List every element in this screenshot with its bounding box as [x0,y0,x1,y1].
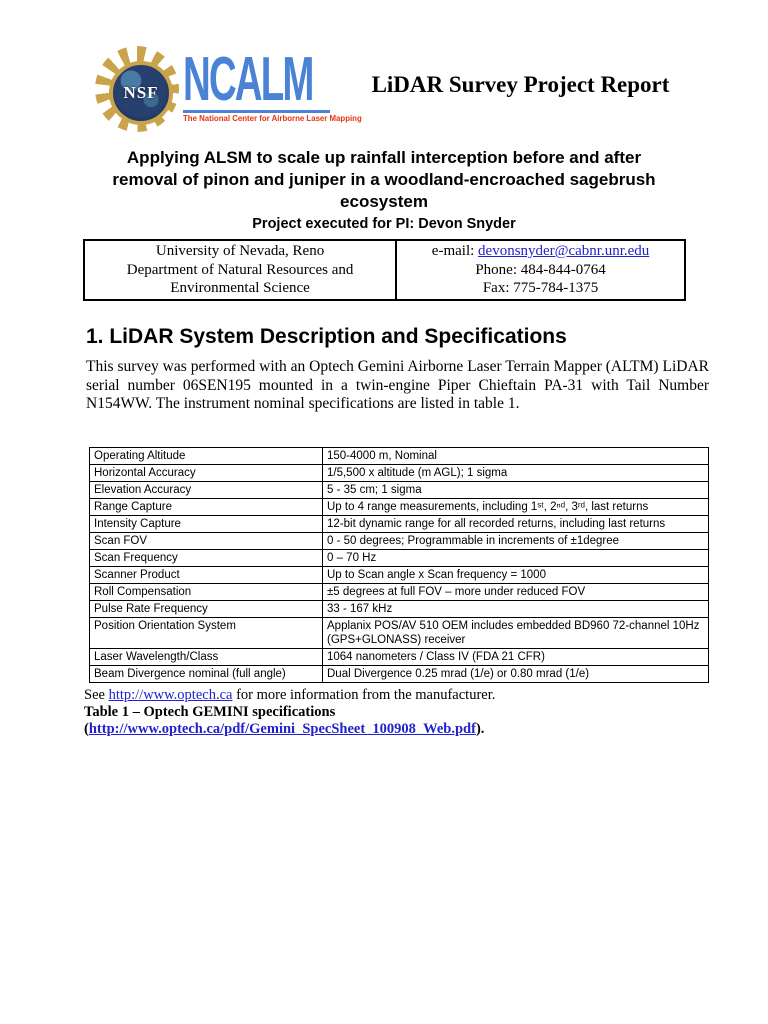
spec-row [90,482,709,499]
spec-row [90,618,709,649]
nsf-seal-text: NSF [123,83,159,102]
spec-row [90,601,709,618]
email-label: e-mail: [431,243,479,259]
table-caption-block [84,687,708,738]
spec-value: 150-4000 m, Nominal [323,448,709,465]
ncalm-tagline: The National Center for Airborne Laser Mapping [183,110,330,123]
project-headline-block [100,147,668,234]
email-link[interactable]: devonsnyder@cabnr.unr.edu [478,243,650,259]
spec-value: Up to Scan angle x Scan frequency = 1000 [323,567,709,584]
spec-label: Position Orientation System [90,618,323,649]
spec-row [90,649,709,666]
spec-row [90,584,709,601]
spec-row [90,516,709,533]
contact-table [83,239,686,301]
spec-row [90,567,709,584]
spec-value: ±5 degrees at full FOV – more under reduced FOV [323,584,709,601]
spec-row [90,465,709,482]
contact-row [84,240,685,300]
nsf-logo-icon [95,46,179,132]
intro-paragraph: This survey was performed with an Optech Gemini Airborne Laser Terrain Mapper (ALTM) LiDAR serial number 06SEN195 mounted in a twin-engine Piper Chieftain PA-31 with Tail Number N154WW. The instrument nominal specifications are listed in table 1. [86,358,709,412]
spec-label: Scan Frequency [90,550,323,567]
email-line [401,242,680,261]
ncalm-logo [95,45,362,132]
spec-label: Operating Altitude [90,448,323,465]
paren-close: ). [475,721,485,737]
spec-label: Scan FOV [90,533,323,550]
spec-label: Elevation Accuracy [90,482,323,499]
project-title: Applying ALSM to scale up rainfall interception before and after removal of pinon and juniper in a woodland-encroached sagebrush ecosystem [112,148,656,211]
see-prefix: See [84,687,109,703]
phone-line: Phone: 484-844-0764 [475,261,606,278]
spec-row [90,533,709,550]
spec-sheet-link[interactable]: http://www.optech.ca/pdf/Gemini_SpecSheet_100908_Web.pdf [88,721,476,737]
report-title-area [331,46,710,132]
spec-value: 0 – 70 Hz [323,550,709,567]
spec-row [90,666,709,683]
spec-value: 33 - 167 kHz [323,601,709,618]
spec-label: Scanner Product [90,567,323,584]
paren-open: ( [84,721,89,737]
spec-sheet-line [84,721,708,738]
manufacturer-note [84,687,708,704]
spec-value: 1064 nanometers / Class IV (FDA 21 CFR) [323,649,709,666]
spec-label: Horizontal Accuracy [90,465,323,482]
spec-value: Applanix POS/AV 510 OEM includes embedded BD960 72-channel 10Hz (GPS+GLONASS) receiver [323,618,709,649]
spec-value: 12-bit dynamic range for all recorded returns, including last returns [323,516,709,533]
spec-value: 0 - 50 degrees; Programmable in increments of ±1degree [323,533,709,550]
spec-label: Intensity Capture [90,516,323,533]
spec-table [89,447,709,683]
see-suffix: for more information from the manufacturer. [232,687,496,703]
pi-line: Project executed for PI: Devon Snyder [252,216,516,232]
spec-label: Roll Compensation [90,584,323,601]
fax-line: Fax: 775-784-1375 [482,280,599,296]
spec-value: Dual Divergence 0.25 mrad (1/e) or 0.80 mrad (1/e) [323,666,709,683]
report-title: LiDAR Survey Project Report [371,72,670,97]
ncalm-wordmark: NCALM [183,45,313,114]
organization-cell [84,240,396,300]
spec-row [90,448,709,465]
spec-row [90,550,709,567]
spec-label: Laser Wavelength/Class [90,649,323,666]
optech-link[interactable]: http://www.optech.ca [108,687,233,703]
spec-label: Pulse Rate Frequency [90,601,323,618]
page-header [95,46,710,132]
spec-label: Range Capture [90,499,323,516]
nsf-globe-icon [109,61,173,125]
section-heading: 1. LiDAR System Description and Specifications [86,325,567,348]
spec-label: Beam Divergence nominal (full angle) [90,666,323,683]
org-line-3: Environmental Science [170,280,310,296]
table-caption-title: Table 1 – Optech GEMINI specifications [84,704,336,720]
spec-row [90,499,709,516]
spec-value: 5 - 35 cm; 1 sigma [323,482,709,499]
spec-value: Up to 4 range measurements, including 1ˢᵗ, 2ⁿᵈ, 3ʳᵈ, last returns [323,499,709,516]
spec-value: 1/5,500 x altitude (m AGL); 1 sigma [323,465,709,482]
org-line-1: University of Nevada, Reno [155,243,325,259]
org-line-2: Department of Natural Resources and [126,261,354,278]
contact-info-cell [396,240,685,300]
